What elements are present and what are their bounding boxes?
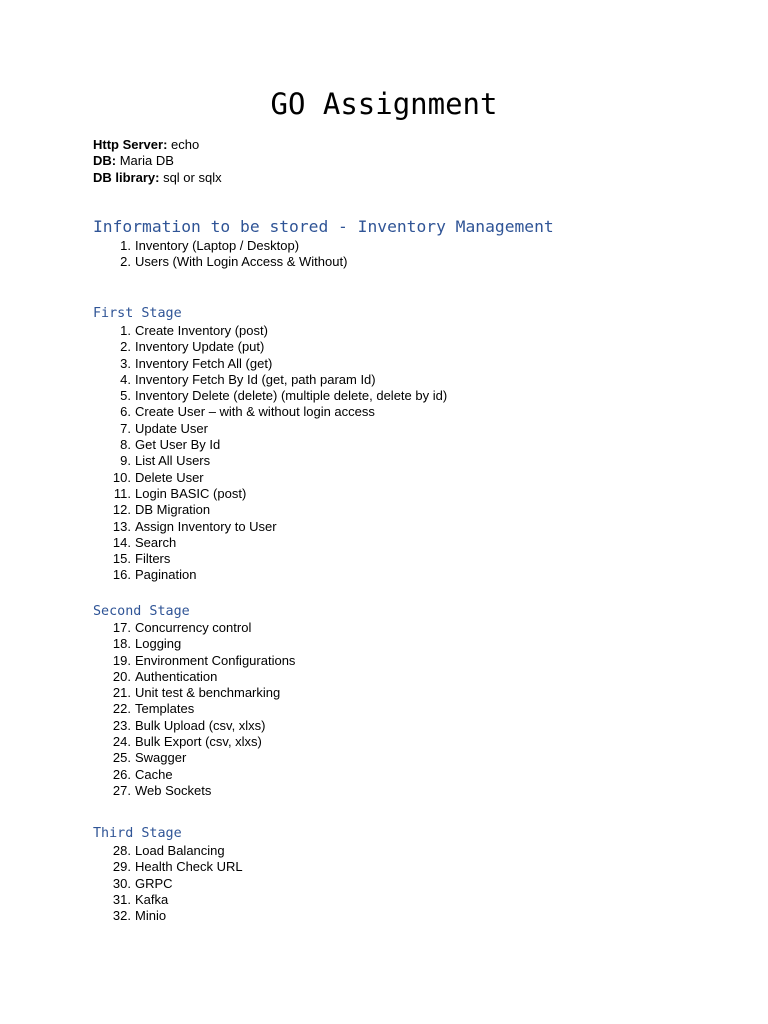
item-text: Load Balancing — [135, 843, 225, 858]
item-number: 14. — [112, 534, 131, 550]
list-item — [93, 620, 295, 636]
item-number: 18. — [112, 636, 131, 652]
first-stage-list — [93, 323, 447, 584]
meta-row-db-library — [93, 170, 222, 186]
section-heading-second-stage: Second Stage — [93, 604, 190, 619]
tech-stack-info — [93, 137, 222, 186]
item-number: 19. — [112, 652, 131, 668]
list-item — [93, 404, 447, 420]
item-text: List All Users — [135, 453, 211, 469]
list-item — [93, 551, 447, 567]
list-item — [93, 486, 447, 502]
item-number: 27. — [112, 782, 131, 798]
item-number: 22. — [112, 701, 131, 717]
item-text: Unit test & benchmarking — [135, 685, 281, 701]
list-item — [93, 783, 295, 799]
section-heading-information: Information to be stored - Inventory Management — [93, 217, 554, 236]
item-number: 2. — [120, 254, 131, 270]
item-text: Inventory Fetch All (get) — [135, 355, 273, 371]
list-item — [93, 453, 447, 469]
list-item — [93, 908, 243, 924]
item-number: 29. — [112, 859, 131, 875]
list-item — [93, 470, 447, 486]
list-item — [93, 535, 447, 551]
third-stage-list — [93, 843, 243, 924]
list-item — [93, 636, 295, 652]
item-text: Inventory Fetch By Id (get, path param Id) — [135, 371, 376, 387]
item-number: 3. — [120, 355, 131, 371]
item-text: Login BASIC (post) — [135, 485, 247, 501]
item-number: 9. — [120, 453, 131, 469]
list-item — [93, 502, 447, 518]
item-number: 32. — [112, 908, 131, 924]
item-text: Concurrency control — [135, 620, 252, 635]
item-number: 30. — [112, 875, 131, 891]
section-heading-third-stage: Third Stage — [93, 826, 182, 841]
information-list — [93, 238, 347, 271]
list-item — [93, 356, 447, 372]
list-item — [93, 372, 447, 388]
item-text: Bulk Export (csv, xlxs) — [135, 734, 262, 750]
item-number: 15. — [112, 551, 131, 567]
list-item — [93, 701, 295, 717]
item-number: 24. — [112, 734, 131, 750]
list-item — [93, 339, 447, 355]
item-number: 13. — [112, 518, 131, 534]
item-number: 5. — [120, 388, 131, 404]
item-text: Cache — [135, 766, 173, 782]
list-item — [93, 653, 295, 669]
item-text: Kafka — [135, 891, 169, 907]
item-number: 4. — [120, 371, 131, 387]
list-item — [93, 892, 243, 908]
meta-label: DB library: — [93, 169, 160, 185]
list-item — [93, 519, 447, 535]
meta-row-db — [93, 153, 222, 169]
item-text: Bulk Upload (csv, xlxs) — [135, 717, 266, 733]
item-number: 7. — [120, 420, 131, 436]
list-item — [93, 238, 347, 254]
list-item — [93, 421, 447, 437]
list-item — [93, 254, 347, 270]
list-item — [93, 567, 447, 583]
item-number: 1. — [120, 238, 131, 253]
item-text: Users (With Login Access & Without) — [135, 254, 348, 270]
section-heading-first-stage: First Stage — [93, 306, 182, 321]
document-title: GO Assignment — [270, 87, 498, 121]
item-number: 11. — [113, 485, 131, 501]
list-item — [93, 876, 243, 892]
item-number: 1. — [120, 323, 131, 338]
item-number: 12. — [112, 502, 131, 518]
meta-label: Http Server: — [93, 137, 168, 152]
list-item — [93, 388, 447, 404]
item-number: 6. — [120, 404, 131, 420]
item-number: 17. — [112, 620, 131, 635]
meta-label: DB: — [93, 153, 117, 169]
item-text: Delete User — [135, 469, 204, 485]
item-number: 28. — [112, 843, 131, 858]
list-item — [93, 718, 295, 734]
item-text: Health Check URL — [135, 859, 243, 875]
item-text: Create Inventory (post) — [135, 323, 268, 338]
item-text: Pagination — [135, 567, 197, 583]
item-number: 23. — [112, 717, 131, 733]
item-text: DB Migration — [135, 502, 211, 518]
list-item — [93, 323, 447, 339]
item-text: Environment Configurations — [135, 652, 296, 668]
item-number: 10. — [112, 469, 131, 485]
item-text: Authentication — [135, 668, 218, 684]
list-item — [93, 669, 295, 685]
list-item — [93, 767, 295, 783]
item-number: 2. — [120, 339, 131, 355]
item-text: GRPC — [135, 875, 173, 891]
meta-value: Maria DB — [116, 153, 174, 169]
item-text: Inventory Delete (delete) (multiple delete, delete by id) — [135, 388, 448, 404]
list-item — [93, 859, 243, 875]
meta-value: echo — [167, 137, 200, 152]
item-text: Inventory (Laptop / Desktop) — [135, 238, 300, 253]
list-item — [93, 750, 295, 766]
item-number: 20. — [112, 668, 131, 684]
list-item — [93, 685, 295, 701]
item-number: 21. — [112, 685, 131, 701]
list-item — [93, 437, 447, 453]
item-text: Get User By Id — [135, 437, 221, 453]
item-number: 8. — [120, 437, 131, 453]
item-text: Assign Inventory to User — [135, 518, 277, 534]
item-text: Create User – with & without login access — [135, 404, 375, 420]
item-text: Minio — [135, 908, 167, 924]
item-number: 26. — [112, 766, 131, 782]
meta-value: sql or sqlx — [159, 169, 222, 185]
item-number: 31. — [112, 891, 131, 907]
second-stage-list — [93, 620, 295, 799]
list-item — [93, 843, 243, 859]
list-item — [93, 734, 295, 750]
item-number: 16. — [112, 567, 131, 583]
item-text: Inventory Update (put) — [135, 339, 265, 355]
item-text: Templates — [135, 701, 195, 717]
meta-row-http-server — [93, 137, 222, 153]
item-text: Web Sockets — [135, 782, 212, 798]
item-text: Search — [135, 534, 177, 550]
item-text: Logging — [135, 636, 182, 652]
item-text: Swagger — [135, 750, 187, 766]
item-text: Update User — [135, 420, 208, 436]
item-text: Filters — [135, 551, 171, 567]
item-number: 25. — [112, 750, 131, 766]
